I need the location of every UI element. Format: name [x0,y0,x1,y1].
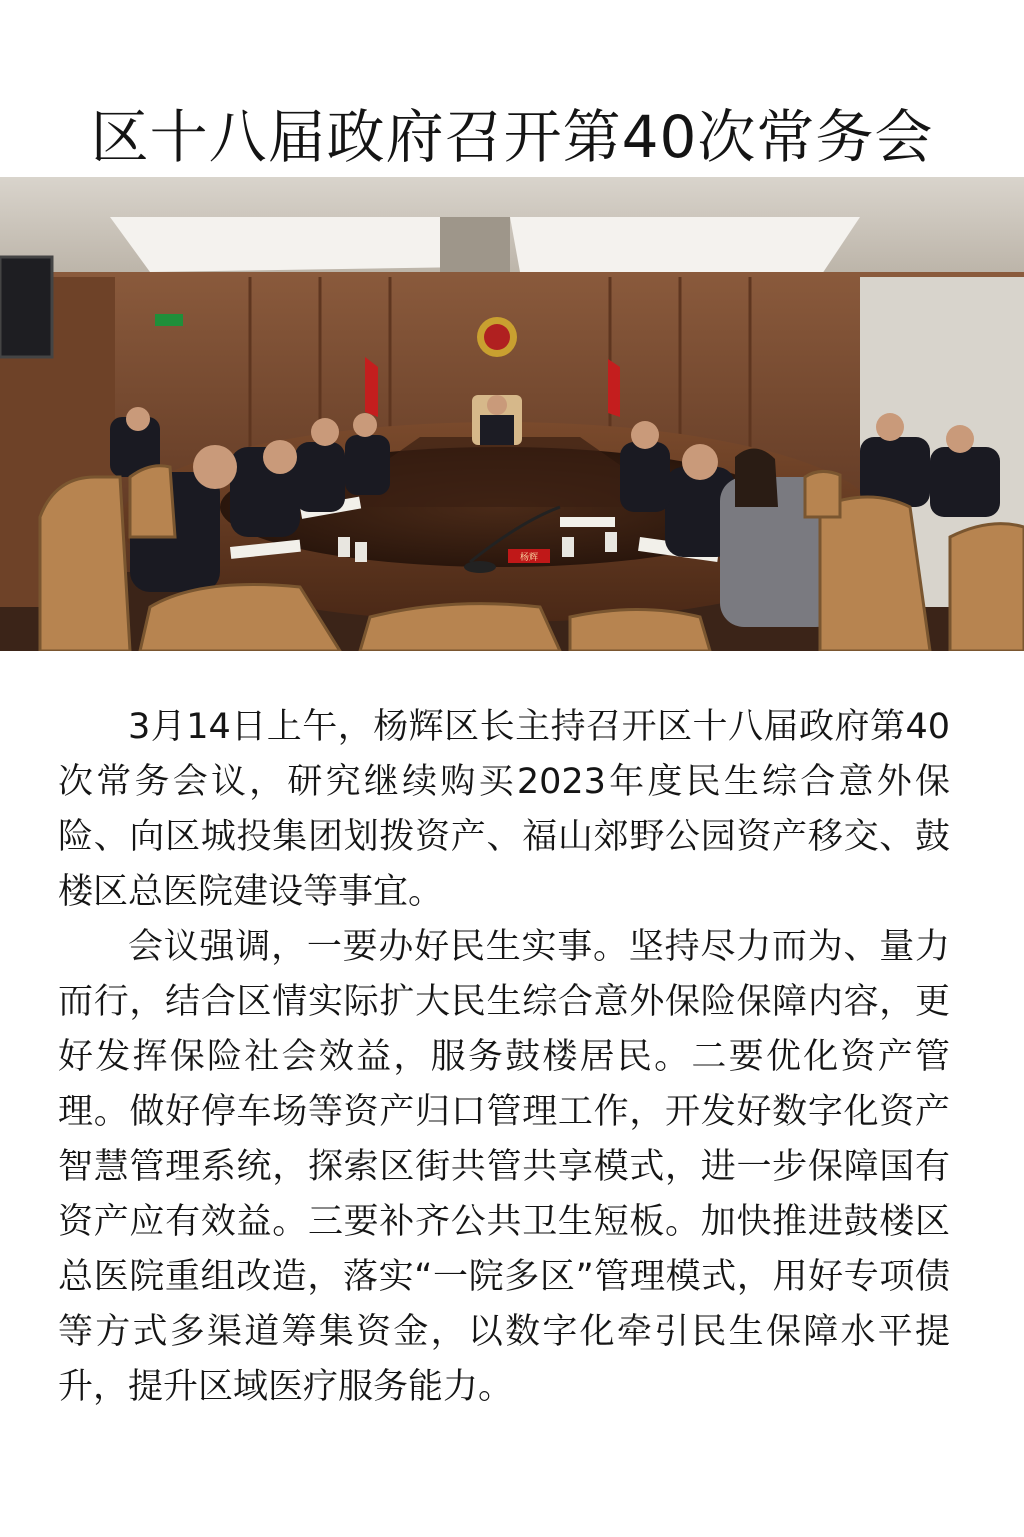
paragraph-2: 会议强调，一要办好民生实事。坚持尽力而为、量力而行，结合区情实际扩大民生综合意外保险保障内容，更好发挥保险社会效益，服务鼓楼居民。二要优化资产管理。做好停车场等资产归口管理工作，开发好数字化资产智慧管理系统，探索区街共管共享模式，进一步保障国有资产应有效益。三要补齐公共卫生短板。加快推进鼓楼区总医院重组改造，落实“一院多区”管理模式，用好专项债等方式多渠道筹集资金，以数字化牵引民生保障水平提升，提升区域医疗服务能力。 [58,927,950,1407]
paragraph-1: 3月14日上午，杨辉区长主持召开区十八届政府第40次常务会议，研究继续购买2023年度民生综合意外保险、向区城投集团划拨资产、福山郊野公园资产移交、鼓楼区总医院建设等事宜。 [58,707,950,912]
page-title: 区十八届政府召开第40次常务会 [90,102,934,171]
meeting-photo [0,177,1024,651]
article-body [58,700,950,1415]
nameplate-text: 杨辉 [519,553,539,563]
